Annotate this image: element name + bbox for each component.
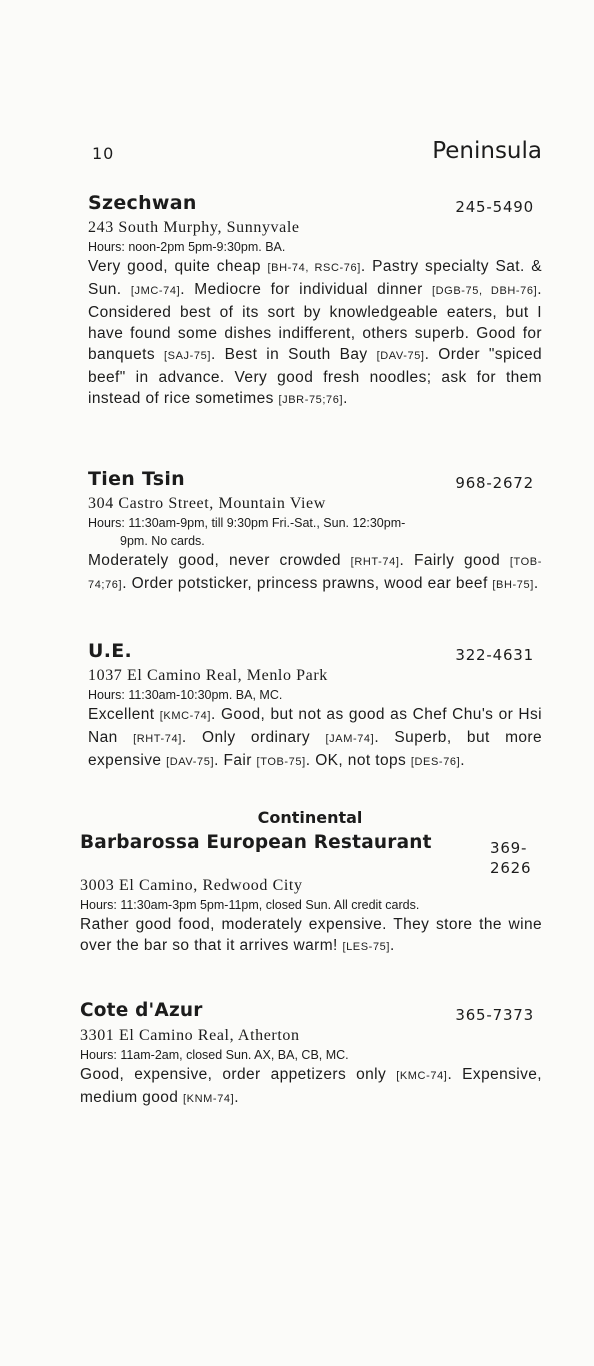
restaurant-name: Tien Tsin (88, 468, 185, 490)
review-text: . Superb, but more expensive (88, 729, 543, 769)
review-text: Good, expensive, order appetizers only (80, 1066, 397, 1083)
review-text: . Best in South Bay (210, 346, 377, 363)
reviewer-ref: [LES-75] (342, 941, 391, 953)
review-text: . Fair (214, 752, 257, 769)
restaurant-hours: Hours: 11:30am-9pm, till 9:30pm Fri.-Sat., Sun. 12:30pm- 9pm. No cards. (88, 516, 406, 548)
restaurant-address: 1037 El Camino Real, Menlo Park (88, 667, 328, 684)
restaurant-phone: 365-7373 (455, 1006, 534, 1024)
review-text: . (390, 937, 395, 954)
restaurant-review (78, 550, 542, 596)
review-text: . Order "spiced beef" in advance. Very good fresh noodles; ask for them instead of rice sometimes (88, 346, 542, 407)
restaurant-hours: Hours: 11:30am-3pm 5pm-11pm, closed Sun. All credit cards. (80, 898, 420, 912)
restaurant-review (78, 914, 542, 958)
restaurant-entry-barbarossa (78, 832, 542, 958)
reviewer-ref: [DGB-75, DBH-76] (431, 285, 538, 297)
reviewer-ref: [SAJ-75] (163, 350, 211, 362)
restaurant-review (78, 704, 542, 773)
review-text: . Expensive, medium good (80, 1066, 543, 1106)
restaurant-hours: Hours: 11:30am-10:30pm. BA, MC. (88, 688, 283, 702)
reviewer-ref: [KMC-74] (159, 710, 212, 722)
restaurant-name: Cote d'Azur (80, 1000, 203, 1021)
restaurant-phone: 322-4631 (455, 646, 534, 664)
restaurant-phone: 369- 2626 (490, 839, 532, 877)
restaurant-address: 3301 El Camino Real, Atherton (80, 1027, 300, 1044)
reviewer-ref: [TOB-74;76] (88, 556, 542, 591)
review-text: Excellent (88, 706, 160, 723)
restaurant-address: 243 South Murphy, Sunnyvale (88, 219, 300, 236)
restaurant-address: 3003 El Camino, Redwood City (80, 877, 303, 894)
restaurant-phone: 245-5490 (455, 198, 534, 216)
reviewer-ref: [RHT-74] (350, 556, 400, 568)
reviewer-ref: [BH-75] (492, 579, 534, 591)
restaurant-hours: Hours: noon-2pm 5pm-9:30pm. BA. (88, 240, 286, 254)
review-text: . Fairly good (399, 552, 510, 569)
review-text: . (533, 575, 539, 592)
review-text: Very good, quite cheap (88, 258, 268, 275)
reviewer-ref: [KNM-74] (183, 1093, 235, 1105)
page-number: 10 (92, 144, 115, 163)
reviewer-ref: [TOB-75] (256, 756, 306, 768)
restaurant-entry-ue (78, 640, 542, 773)
reviewer-ref: [JMC-74] (130, 285, 181, 297)
restaurant-entry-tien-tsin (78, 468, 542, 596)
reviewer-ref: [DAV-75] (376, 350, 425, 362)
page-region: Peninsula (432, 138, 542, 164)
review-text: . OK, not tops (305, 752, 411, 769)
review-text: Rather good food, moderately expensive. They store the wine over the bar so that it arrives warm! (80, 916, 542, 954)
reviewer-ref: [RHT-74] (133, 733, 182, 745)
review-text: Moderately good, never crowded (88, 552, 351, 569)
reviewer-ref: [JAM-74] (325, 733, 375, 745)
restaurant-entry-szechwan (78, 192, 542, 411)
review-text: . Mediocre for individual dinner (180, 281, 432, 298)
review-text: . Good, but not as good as Chef Chu's or Hsi Nan (88, 706, 542, 746)
restaurant-name: U.E. (88, 640, 133, 662)
review-text: . Considered best of its sort by knowledgeable eaters, but I have found some dishes indifferent, others superb. Good for banquets (88, 281, 542, 363)
restaurant-name: Barbarossa European Restaurant (80, 832, 432, 853)
restaurant-name: Szechwan (88, 192, 197, 214)
restaurant-address: 304 Castro Street, Mountain View (88, 495, 326, 512)
review-text: . (460, 752, 466, 769)
page-header (92, 138, 542, 168)
restaurant-review (78, 1064, 542, 1110)
reviewer-ref: [DES-76] (410, 756, 461, 768)
review-text: . (343, 390, 348, 407)
review-text: . Pastry specialty Sat. & Sun. (88, 258, 542, 298)
reviewer-ref: [BH-74, RSC-76] (267, 262, 361, 274)
review-text: . (234, 1089, 240, 1106)
restaurant-hours: Hours: 11am-2am, closed Sun. AX, BA, CB, MC. (80, 1048, 349, 1062)
restaurant-phone: 968-2672 (455, 474, 534, 492)
section-title: Continental (257, 808, 363, 827)
review-text: . Only ordinary (181, 729, 326, 746)
reviewer-ref: [KMC-74] (396, 1070, 448, 1082)
restaurant-entry-cote-dazur (78, 1000, 542, 1110)
restaurant-review (78, 256, 542, 411)
reviewer-ref: [DAV-75] (166, 756, 215, 768)
reviewer-ref: [JBR-75;76] (278, 394, 344, 406)
review-text: . Order potsticker, princess prawns, wood ear beef (122, 575, 493, 592)
